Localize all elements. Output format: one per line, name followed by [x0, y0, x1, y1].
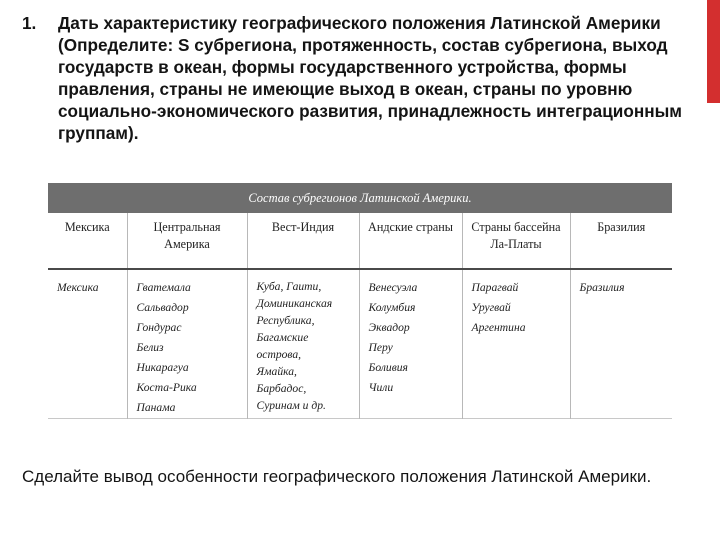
subregions-table — [48, 183, 672, 416]
country-item: Барбадос, — [256, 382, 307, 395]
column-central-america — [127, 269, 247, 419]
country-item: Перу — [368, 341, 393, 354]
header-cell: Андские страны — [359, 213, 462, 269]
country-item: Бразилия — [579, 281, 625, 294]
country-item: Мексика — [57, 281, 99, 294]
country-item: Доминиканская — [256, 297, 333, 310]
column-west-indies — [247, 269, 359, 419]
country-item: Эквадор — [368, 321, 410, 334]
country-item: Куба, Гаити, — [256, 280, 322, 293]
country-item: острова, — [256, 348, 302, 361]
header-cell: Бразилия — [570, 213, 672, 269]
column-la-plata — [462, 269, 570, 419]
task-text: Дать характеристику географического положения Латинской Америки (Определите: S субрегиона, протяженность, состав субрегиона, выход государств в океан, формы государственного устройства, формы правления, страны не имеющие выход в океан, страны по уровню социально-экономического развития, принадлежность интеграционным группам). — [58, 13, 682, 143]
table-caption: Состав субрегионов Латинской Америки. — [48, 183, 672, 213]
country-item: Панама — [136, 401, 176, 414]
country-item: Никарагуа — [136, 361, 189, 374]
country-item: Белиз — [136, 341, 164, 354]
column-brazil — [570, 269, 672, 419]
country-item: Чили — [368, 381, 394, 394]
header-cell: Вест-Индия — [247, 213, 359, 269]
country-item: Коста-Рика — [136, 381, 197, 394]
country-item: Колумбия — [368, 301, 416, 314]
country-item: Сальвадор — [136, 301, 189, 314]
country-item: Республика, — [256, 314, 315, 327]
table-header-row — [48, 213, 672, 269]
country-item: Уругвай — [471, 301, 511, 314]
task-number: 1. — [22, 13, 37, 33]
table-grid — [48, 213, 672, 419]
accent-bar — [707, 0, 720, 103]
table-row — [48, 269, 672, 419]
country-item: Венесуэла — [368, 281, 418, 294]
country-item: Парагвай — [471, 281, 519, 294]
country-item: Боливия — [368, 361, 408, 374]
country-item: Ямайка, — [256, 365, 297, 378]
header-cell: Центральная Америка — [127, 213, 247, 269]
country-item: Гондурас — [136, 321, 182, 334]
country-item: Суринам и др. — [256, 399, 326, 412]
header-cell: Страны бассейна Ла-Платы — [462, 213, 570, 269]
conclusion-text: Сделайте вывод особенности географического положения Латинской Америки. — [22, 467, 652, 486]
country-item: Аргентина — [471, 321, 526, 334]
country-item: Багамские — [256, 331, 309, 344]
column-mexico — [48, 269, 127, 419]
country-item: Гватемала — [136, 281, 191, 294]
header-cell: Мексика — [48, 213, 127, 269]
column-andean — [359, 269, 462, 419]
